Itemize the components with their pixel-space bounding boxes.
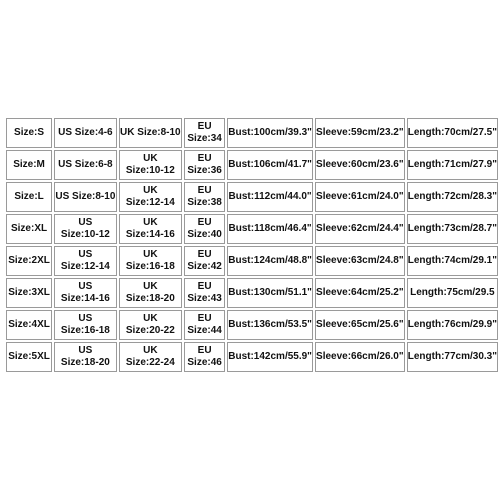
eu-size-cell-line: Size:36 bbox=[187, 165, 222, 176]
length-cell: Length:72cm/28.3" bbox=[407, 182, 498, 212]
us-size-cell-line: US bbox=[78, 249, 93, 260]
table-row bbox=[6, 278, 498, 308]
uk-size-cell-line: Size:12-14 bbox=[125, 197, 175, 208]
eu-size-cell bbox=[184, 118, 225, 148]
eu-size-cell-line: EU bbox=[197, 153, 212, 164]
uk-size-cell bbox=[119, 182, 182, 212]
eu-size-cell-line: EU bbox=[197, 249, 212, 260]
size-cell: Size:3XL bbox=[6, 278, 52, 308]
us-size-cell-line: US bbox=[78, 313, 93, 324]
us-size-cell bbox=[54, 182, 117, 212]
eu-size-cell-line: Size:44 bbox=[187, 325, 222, 336]
uk-size-cell-line: Size:16-18 bbox=[125, 261, 175, 272]
size-cell: Size:S bbox=[6, 118, 52, 148]
uk-size-cell bbox=[119, 150, 182, 180]
eu-size-cell bbox=[184, 342, 225, 372]
uk-size-cell bbox=[119, 278, 182, 308]
uk-size-cell-line: UK bbox=[143, 281, 158, 292]
us-size-cell bbox=[54, 310, 117, 340]
sleeve-cell: Sleeve:65cm/25.6" bbox=[315, 310, 405, 340]
bust-cell: Bust:124cm/48.8" bbox=[227, 246, 313, 276]
bust-cell: Bust:106cm/41.7" bbox=[227, 150, 313, 180]
size-cell: Size:XL bbox=[6, 214, 52, 244]
table-row bbox=[6, 214, 498, 244]
us-size-cell-line: US bbox=[78, 217, 93, 228]
uk-size-cell bbox=[119, 214, 182, 244]
uk-size-cell-line: Size:18-20 bbox=[125, 293, 175, 304]
sleeve-cell: Sleeve:61cm/24.0" bbox=[315, 182, 405, 212]
us-size-cell bbox=[54, 118, 117, 148]
eu-size-cell bbox=[184, 150, 225, 180]
length-cell: Length:73cm/28.7" bbox=[407, 214, 498, 244]
eu-size-cell bbox=[184, 278, 225, 308]
uk-size-cell-line: UK bbox=[143, 153, 158, 164]
bust-cell: Bust:112cm/44.0" bbox=[227, 182, 313, 212]
eu-size-cell-line: EU bbox=[197, 281, 212, 292]
us-size-cell-line: US Size:4-6 bbox=[58, 127, 113, 138]
uk-size-cell-line: UK Size:8-10 bbox=[120, 127, 181, 138]
length-cell: Length:76cm/29.9" bbox=[407, 310, 498, 340]
us-size-cell bbox=[54, 246, 117, 276]
us-size-cell bbox=[54, 278, 117, 308]
bust-cell: Bust:130cm/51.1" bbox=[227, 278, 313, 308]
size-cell: Size:M bbox=[6, 150, 52, 180]
eu-size-cell-line: Size:43 bbox=[187, 293, 222, 304]
sleeve-cell: Sleeve:63cm/24.8" bbox=[315, 246, 405, 276]
table-row bbox=[6, 246, 498, 276]
uk-size-cell-line: Size:10-12 bbox=[125, 165, 175, 176]
sleeve-cell: Sleeve:60cm/23.6" bbox=[315, 150, 405, 180]
us-size-cell bbox=[54, 342, 117, 372]
us-size-cell-line: Size:12-14 bbox=[60, 261, 110, 272]
uk-size-cell-line: UK bbox=[143, 249, 158, 260]
bust-cell: Bust:118cm/46.4" bbox=[227, 214, 313, 244]
length-cell: Length:75cm/29.5 bbox=[407, 278, 498, 308]
length-cell: Length:71cm/27.9" bbox=[407, 150, 498, 180]
eu-size-cell-line: EU bbox=[197, 185, 212, 196]
eu-size-cell-line: EU bbox=[197, 121, 212, 132]
sleeve-cell: Sleeve:62cm/24.4" bbox=[315, 214, 405, 244]
length-cell: Length:74cm/29.1" bbox=[407, 246, 498, 276]
us-size-cell bbox=[54, 214, 117, 244]
size-cell: Size:2XL bbox=[6, 246, 52, 276]
uk-size-cell-line: UK bbox=[143, 185, 158, 196]
eu-size-cell bbox=[184, 214, 225, 244]
eu-size-cell-line: Size:42 bbox=[187, 261, 222, 272]
us-size-cell-line: Size:10-12 bbox=[60, 229, 110, 240]
sleeve-cell: Sleeve:59cm/23.2" bbox=[315, 118, 405, 148]
size-cell: Size:5XL bbox=[6, 342, 52, 372]
uk-size-cell-line: Size:20-22 bbox=[125, 325, 175, 336]
length-cell: Length:70cm/27.5" bbox=[407, 118, 498, 148]
uk-size-cell bbox=[119, 246, 182, 276]
eu-size-cell-line: Size:40 bbox=[187, 229, 222, 240]
table-row bbox=[6, 342, 498, 372]
eu-size-cell-line: Size:46 bbox=[187, 357, 222, 368]
eu-size-cell bbox=[184, 246, 225, 276]
uk-size-cell bbox=[119, 310, 182, 340]
uk-size-cell bbox=[119, 342, 182, 372]
us-size-cell bbox=[54, 150, 117, 180]
uk-size-cell bbox=[119, 118, 182, 148]
bust-cell: Bust:136cm/53.5" bbox=[227, 310, 313, 340]
us-size-cell-line: Size:14-16 bbox=[60, 293, 110, 304]
uk-size-cell-line: UK bbox=[143, 345, 158, 356]
us-size-cell-line: Size:16-18 bbox=[60, 325, 110, 336]
length-cell: Length:77cm/30.3" bbox=[407, 342, 498, 372]
eu-size-cell-line: EU bbox=[197, 313, 212, 324]
eu-size-cell bbox=[184, 310, 225, 340]
eu-size-cell-line: EU bbox=[197, 345, 212, 356]
table-row bbox=[6, 182, 498, 212]
size-chart-body bbox=[6, 118, 498, 372]
size-chart-table bbox=[4, 116, 500, 374]
sleeve-cell: Sleeve:66cm/26.0" bbox=[315, 342, 405, 372]
uk-size-cell-line: UK bbox=[143, 313, 158, 324]
table-row bbox=[6, 310, 498, 340]
size-cell: Size:4XL bbox=[6, 310, 52, 340]
us-size-cell-line: US Size:6-8 bbox=[58, 159, 113, 170]
uk-size-cell-line: Size:14-16 bbox=[125, 229, 175, 240]
us-size-cell-line: US Size:8-10 bbox=[55, 191, 116, 202]
eu-size-cell-line: Size:38 bbox=[187, 197, 222, 208]
sleeve-cell: Sleeve:64cm/25.2" bbox=[315, 278, 405, 308]
eu-size-cell bbox=[184, 182, 225, 212]
bust-cell: Bust:142cm/55.9" bbox=[227, 342, 313, 372]
bust-cell: Bust:100cm/39.3" bbox=[227, 118, 313, 148]
uk-size-cell-line: UK bbox=[143, 217, 158, 228]
eu-size-cell-line: EU bbox=[197, 217, 212, 228]
size-cell: Size:L bbox=[6, 182, 52, 212]
us-size-cell-line: US bbox=[78, 345, 93, 356]
table-row bbox=[6, 150, 498, 180]
table-row bbox=[6, 118, 498, 148]
eu-size-cell-line: Size:34 bbox=[187, 133, 222, 144]
uk-size-cell-line: Size:22-24 bbox=[125, 357, 175, 368]
us-size-cell-line: US bbox=[78, 281, 93, 292]
us-size-cell-line: Size:18-20 bbox=[60, 357, 110, 368]
